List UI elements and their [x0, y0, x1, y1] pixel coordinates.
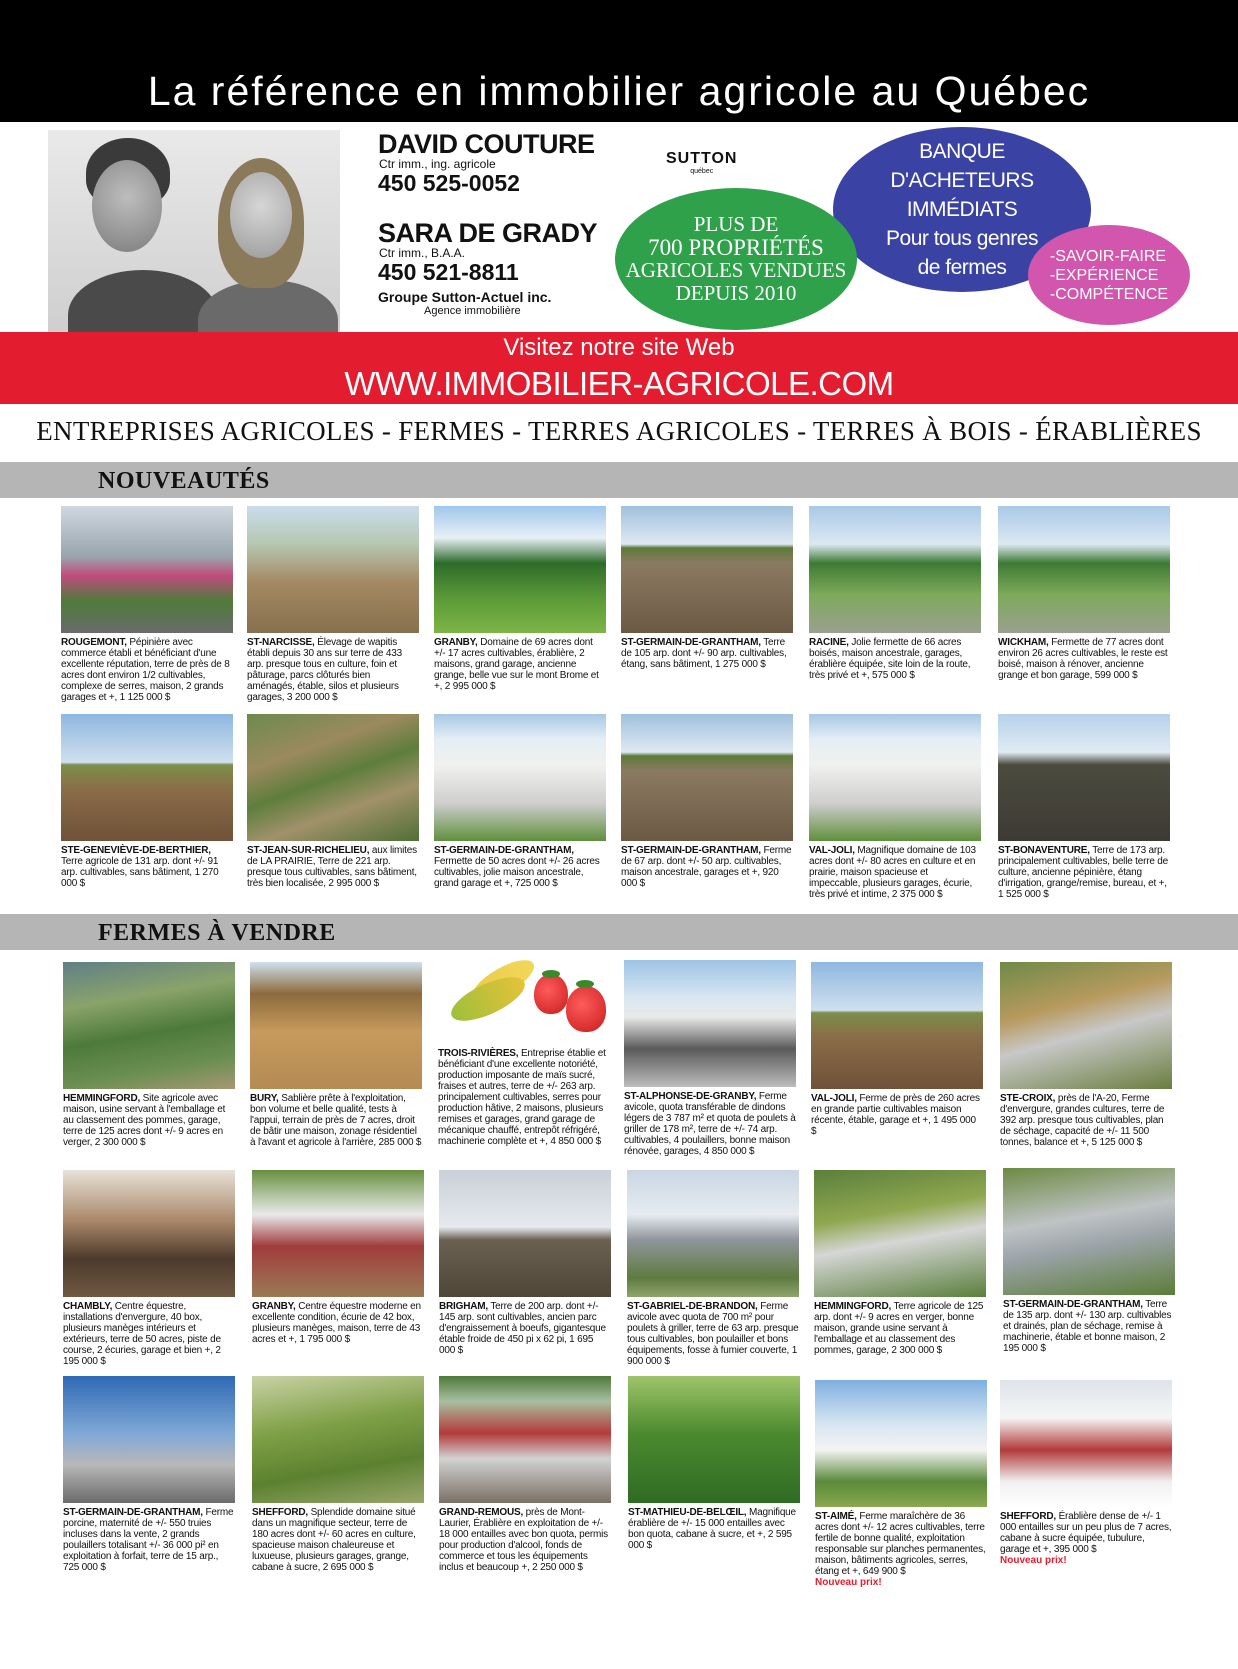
listing-photo: [1003, 1168, 1175, 1295]
sutton-logo: [666, 150, 737, 175]
listing-photo: [809, 506, 981, 633]
listing-card[interactable]: [247, 714, 419, 889]
listing-text: STE-CROIX, près de l'A-20, Ferme d'envergure, grandes cultures, terre de 392 arp. presque tous cultivables, plan de séchage, capacité de +/- 11 500 tonnes, balance et +, 5 125 000 $: [1000, 1093, 1165, 1148]
listing-card[interactable]: [63, 962, 235, 1148]
listing-text: HEMMINGFORD, Terre agricole de 125 arp. dont +/- 9 acres en verger, bonne maison, grande usine servant à l'emballage et au classement des pommes, garage, 2 300 000 $: [814, 1301, 984, 1356]
agent-name: DAVID COUTURE: [378, 129, 595, 159]
listing-photo: [621, 506, 793, 633]
listing-photo: [63, 1376, 235, 1503]
listing-text: ST-NARCISSE, Élevage de wapitis établi depuis 30 ans sur terre de 433 arp. presque tous en culture, foin et pâturage, parcs clôturés bien aménagés, étable, silos et plusieurs garages, 3 200 000 $: [247, 637, 402, 703]
sutton-logo-text: SUTTON: [666, 150, 738, 167]
listing-photo: [998, 714, 1170, 841]
listing-text: BRIGHAM, Terre de 200 arp. dont +/- 145 arp. sont cultivables, ancien parc d'engraissement à boeufs, gigantesque étable froide de 450 pi x 62 pi, 1 695 000 $: [439, 1301, 606, 1356]
oval-line: BANQUE: [919, 140, 1005, 163]
listing-photo: [624, 960, 796, 1087]
listing-text: TROIS-RIVIÈRES, Entreprise établie et bénéficiant d'une excellente notoriété, production imposante de maïs sucré, fraises et autres, terre de +/- 263 arp. principalement cultivables, serres pour production hâtive, 2 maisons, plusieurs remises et garages, grand garage de mécanique chauffé, entrepôt réfrigéré, machinerie complète et +, 4 850 000 $: [438, 1048, 606, 1147]
listing-text: ROUGEMONT, Pépinière avec commerce établi et bénéficiant d'une excellente réputation, terre de près de 8 acres dont environ 1/2 cultivables, complexe de serres, maison, 2 grands garages et +, 1 125 000 $: [61, 637, 230, 703]
section-title: FERMES À VENDRE: [98, 920, 336, 946]
listing-photo: [63, 1170, 235, 1297]
agent-name: SARA DE GRADY: [378, 218, 598, 248]
listing-text: ST-BONAVENTURE, Terre de 173 arp. principalement cultivables, belle terre de culture, ancienne pépinière, étang d'irrigation, grange/remise, bureau, et +, 1 525 000 $: [998, 845, 1169, 900]
website-intro: Visitez notre site Web: [503, 334, 735, 361]
agent-title: Ctr imm., ing. agricole: [379, 157, 496, 171]
oval-line: -COMPÉTENCE: [1049, 285, 1169, 303]
new-price-badge: Nouveau prix!: [815, 1577, 882, 1588]
listing-card[interactable]: [815, 1380, 987, 1588]
tagline: La référence en immobilier agricole au Québec: [147, 68, 1091, 114]
listing-card[interactable]: [628, 1376, 800, 1551]
listing-card[interactable]: [624, 960, 796, 1157]
listing-text: ST-ALPHONSE-DE-GRANBY, Ferme avicole, quota transférable de dindons légers de 3 787 m² et quota de poulets à griller de 178 m², terre de +/- 74 arp. cultivables, 4 poulaillers, bonne maison rénovée, garages, 4 850 000 $: [624, 1091, 796, 1157]
listing-card[interactable]: [621, 714, 793, 889]
listing-text: RACINE, Jolie fermette de 66 acres boisés, maison ancestrale, garages, érablière équipée, site loin de la route, très privé et +, 575 000 $: [809, 637, 971, 681]
listing-card[interactable]: [438, 956, 610, 1147]
website-banner: [0, 332, 1238, 404]
listing-card[interactable]: [1000, 1380, 1172, 1566]
listing-photo: [998, 506, 1170, 633]
listing-card[interactable]: [63, 1170, 235, 1367]
listing-photo: [434, 506, 606, 633]
listing-card[interactable]: [439, 1170, 611, 1356]
listing-card[interactable]: [998, 714, 1170, 900]
listing-card[interactable]: [252, 1376, 424, 1573]
listing-card[interactable]: [811, 962, 983, 1137]
produce-illustration: [438, 956, 610, 1044]
oval-line: Pour tous genres: [886, 227, 1038, 250]
listing-card[interactable]: [1003, 1168, 1175, 1354]
listing-text: ST-GERMAIN-DE-GRANTHAM, Ferme de 67 arp. dont +/- 50 arp. cultivables, maison ancestrale, garages et +, 920 000 $: [621, 845, 792, 889]
listing-text: ST-JEAN-SUR-RICHELIEU, aux limites de LA PRAIRIE, Terre de 221 arp. presque tous cultivables, sans bâtiment, très bien localisée, 2 995 000 $: [247, 845, 417, 889]
agents-photo: [48, 130, 340, 332]
listing-text: ST-AIMÉ, Ferme maraîchère de 36 acres dont +/- 12 acres cultivables, terre fertile de bonne qualité, exploitation responsable sur planches permanentes, maison, bâtiments agricoles, serres, étang et +, 649 900 $: [815, 1511, 986, 1577]
listing-text: GRAND-REMOUS, près de Mont-Laurier, Érablière en exploitation de +/- 18 000 entailles avec bon quota, permis pour production d'alcool, fonds de commerce et tous les équipements inclus et beaucoup +, 2 250 000 $: [439, 1507, 608, 1573]
listing-card[interactable]: [434, 714, 606, 889]
listing-card[interactable]: [809, 714, 981, 900]
oval-line: AGRICOLES VENDUES: [625, 258, 847, 282]
listing-text: ST-GABRIEL-DE-BRANDON, Ferme avicole avec quota de 700 m² pour poulets à griller, terre de 63 arp. presque tous cultivables, bon poulailler et bons équipements, fosse à fumier couverte, 1 900 000 $: [627, 1301, 799, 1367]
categories-line: ENTREPRISES AGRICOLES - FERMES - TERRES AGRICOLES - TERRES À BOIS - ÉRABLIÈRES: [36, 416, 1202, 446]
agent-sara: [378, 219, 597, 285]
listing-text: VAL-JOLI, Magnifique domaine de 103 acres dont +/- 80 acres en culture et en prairie, maison spacieuse et impeccable, plusieurs garages, écurie, très privé et intime, 2 375 000 $: [809, 845, 976, 900]
agent-title: Ctr imm., B.A.A.: [379, 246, 466, 260]
agency-name: Groupe Sutton-Actuel inc.: [378, 289, 552, 305]
listing-photo: [628, 1376, 800, 1503]
listing-text: SHEFFORD, Érablière dense de +/- 1 000 entailles sur un peu plus de 7 acres, cabane à sucre équipée, tubulure, garage et +, 395 000 $: [1000, 1511, 1172, 1555]
listing-card[interactable]: [63, 1376, 235, 1573]
listing-card[interactable]: [61, 714, 233, 889]
listing-card[interactable]: [809, 506, 981, 681]
listing-text: WICKHAM, Fermette de 77 acres dont environ 26 acres cultivables, le reste est boisé, maison à rénover, ancienne grange et bon garage, 599 000 $: [998, 637, 1168, 681]
listing-photo: [439, 1376, 611, 1503]
sutton-logo-sub: québec: [690, 168, 714, 175]
listing-photo: [250, 962, 422, 1089]
listing-photo: [63, 962, 235, 1089]
listing-card[interactable]: [252, 1170, 424, 1345]
listing-card[interactable]: [439, 1376, 611, 1573]
oval-line: 700 PROPRIÉTÉS: [648, 235, 824, 260]
agency-sub: Agence immobilière: [424, 305, 521, 317]
listing-text: CHAMBLY, Centre équestre, installations d'envergure, 40 box, plusieurs manèges intérieurs et extérieurs, terre de 50 acres, piste de course, 2 écuries, garage et bien +, 2 195 000 $: [63, 1301, 221, 1367]
listing-card[interactable]: [1000, 962, 1172, 1148]
listing-text: ST-GERMAIN-DE-GRANTHAM, Ferme porcine, maternité de +/- 550 truies incluses dans la vente, 2 grands poulaillers totalisant +/- 36 000 pi² en exploitation à forfait, terre de 15 arp., 725 000 $: [63, 1507, 234, 1573]
listing-card[interactable]: [998, 506, 1170, 681]
section-new: [0, 462, 1238, 498]
listing-card[interactable]: [434, 506, 606, 692]
listing-photo: [61, 506, 233, 633]
listing-photo: [1000, 1380, 1172, 1507]
listing-card[interactable]: [247, 506, 419, 703]
listing-photo: [439, 1170, 611, 1297]
listing-text: ST-GERMAIN-DE-GRANTHAM, Fermette de 50 acres dont +/- 26 acres cultivables, jolie maison ancestrale, grand garage et +, 725 000 $: [434, 845, 600, 889]
listing-photo: [627, 1170, 799, 1297]
section-farms: [0, 914, 1238, 950]
listing-photo: [1000, 962, 1172, 1089]
listing-photo: [621, 714, 793, 841]
listing-photo: [247, 714, 419, 841]
listing-card[interactable]: [627, 1170, 799, 1367]
oval-line: PLUS DE: [693, 212, 779, 236]
listing-photo: [809, 714, 981, 841]
new-price-badge: Nouveau prix!: [1000, 1555, 1067, 1566]
listing-card[interactable]: [250, 962, 422, 1148]
listing-photo: [252, 1170, 424, 1297]
listing-card[interactable]: [621, 506, 793, 670]
listing-photo: [61, 714, 233, 841]
oval-line: -EXPÉRIENCE: [1049, 266, 1159, 284]
listing-card[interactable]: [61, 506, 233, 703]
listing-text: HEMMINGFORD, Site agricole avec maison, usine servant à l'emballage et au classement des pommes, garage, terre de 125 acres dont +/- 9 acres en verger, 2 300 000 $: [63, 1093, 226, 1148]
listing-text: ST-MATHIEU-DE-BELŒIL, Magnifique érablière de +/- 15 000 entailles avec bon quota, cabane à sucre, et +, 2 595 000 $: [628, 1507, 796, 1551]
listing-card[interactable]: [814, 1170, 986, 1356]
skills-oval: [1028, 225, 1190, 325]
listing-text: GRANBY, Centre équestre moderne en excellente condition, écurie de 42 box, plusieurs manèges, maison, terre de 43 acres et +, 1 795 000 $: [252, 1301, 421, 1345]
listing-text: BURY, Sablière prête à l'exploitation, bon volume et belle qualité, tests à l'appui, terrain de près de 7 acres, droit de bâtir une maison, zonage résidentiel à l'avant et agricole à l'arrière, 285 000 $: [250, 1093, 422, 1148]
listing-text: ST-GERMAIN-DE-GRANTHAM, Terre de 105 arp. dont +/- 90 arp. cultivables, étang, sans bâtiment, 1 275 000 $: [621, 637, 787, 670]
listing-text: GRANBY, Domaine de 69 acres dont +/- 17 acres cultivables, érablière, 2 maisons, grand garage, ancienne grange, belle vue sur le mont Brome et +, 2 995 000 $: [434, 637, 599, 692]
listing-text: VAL-JOLI, Ferme de près de 260 acres en grande partie cultivables maison récente, étable, garage et +, 1 495 000 $: [811, 1093, 980, 1137]
agent-phone[interactable]: 450 525-0052: [378, 170, 520, 196]
oval-line: -SAVOIR-FAIRE: [1049, 247, 1167, 265]
listing-photo: [815, 1380, 987, 1507]
oval-line: DEPUIS 2010: [675, 281, 797, 305]
website-url[interactable]: WWW.IMMOBILIER-AGRICOLE.COM: [344, 365, 894, 402]
agent-phone[interactable]: 450 521-8811: [378, 259, 519, 285]
section-title: NOUVEAUTÉS: [98, 468, 270, 494]
top-banner: [0, 0, 1238, 122]
agent-david: [378, 130, 595, 196]
oval-line: D'ACHETEURS IMMÉDIATS: [890, 169, 1034, 221]
listing-photo: [814, 1170, 986, 1297]
listing-photo: [434, 714, 606, 841]
listing-photo: [247, 506, 419, 633]
oval-line: de fermes: [917, 256, 1007, 279]
agency: [378, 290, 551, 318]
listing-photo: [811, 962, 983, 1089]
sales-oval: [615, 188, 857, 330]
listing-photo: [252, 1376, 424, 1503]
listing-text: ST-GERMAIN-DE-GRANTHAM, Terre de 135 arp. dont +/- 130 arp. cultivables et drainés, plan de séchage, remise à machinerie, étable et bonne maison, 2 195 000 $: [1003, 1299, 1172, 1354]
listing-text: SHEFFORD, Splendide domaine situé dans un magnifique secteur, terre de 180 acres dont +/- 60 acres en culture, spacieuse maison chaleureuse et luxueuse, plusieurs garages, grange, cabane à sucre, 2 695 000 $: [252, 1507, 416, 1573]
listing-text: STE-GENEVIÈVE-DE-BERTHIER, Terre agricole de 131 arp. dont +/- 91 arp. cultivables, sans bâtiment, 1 270 000 $: [61, 845, 219, 889]
